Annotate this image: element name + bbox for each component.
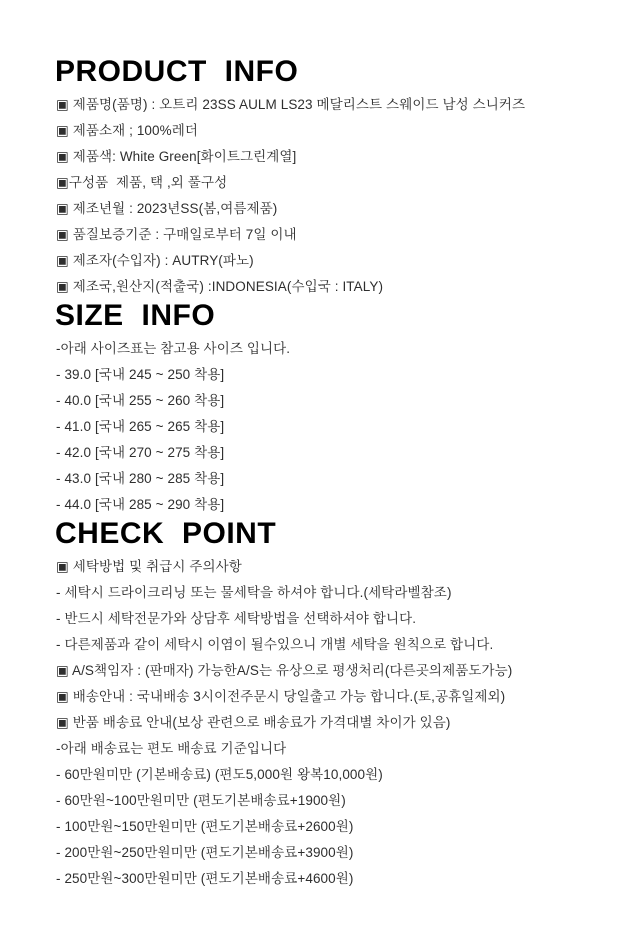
- text-line: - 43.0 [국내 280 ~ 285 착용]: [56, 471, 225, 486]
- text-line: ▣ A/S책임자 : (판매자) 가능한A/S는 유상으로 평생처리(다른곳의제품도가능): [56, 663, 513, 678]
- text-line: - 세탁시 드라이크리닝 또는 물세탁을 하셔야 합니다.(세탁라벨참조): [56, 585, 452, 600]
- text-line: - 41.0 [국내 265 ~ 265 착용]: [56, 419, 225, 434]
- size-info-section: [56, 300, 604, 518]
- text-line: - 60만원~100만원미만 (편도기본배송료+1900원): [56, 793, 346, 808]
- text-line: - 60만원미만 (기본배송료) (편도5,000원 왕복10,000원): [56, 767, 383, 782]
- text-line: ▣ 제품소재 ; 100%레더: [56, 123, 199, 138]
- check-point-title: CHECK POINT: [55, 517, 277, 550]
- product-info-title: PRODUCT INFO: [55, 55, 299, 88]
- text-line: ▣ 제조자(수입자) : AUTRY(파노): [56, 253, 254, 268]
- text-line: - 42.0 [국내 270 ~ 275 착용]: [56, 445, 225, 460]
- product-info-section: [56, 56, 604, 300]
- check-point-section: [56, 518, 604, 892]
- text-line: ▣ 제품색: White Green[화이트그린계열]: [56, 149, 297, 164]
- text-line: ▣ 제조국,원산지(적출국) :INDONESIA(수입국 : ITALY): [56, 279, 384, 294]
- text-line: ▣ 품질보증기준 : 구매일로부터 7일 이내: [56, 227, 297, 242]
- text-line: - 44.0 [국내 285 ~ 290 착용]: [56, 497, 225, 512]
- size-info-title: SIZE INFO: [55, 299, 216, 332]
- text-line: ▣구성품 제품, 택 ,외 풀구성: [56, 175, 228, 190]
- size-info-lines: [56, 336, 604, 518]
- text-line: -아래 배송료는 편도 배송료 기준입니다: [56, 741, 287, 756]
- text-line: - 다른제품과 같이 세탁시 이염이 될수있으니 개별 세탁을 원칙으로 합니다.: [56, 637, 494, 652]
- text-line: - 200만원~250만원미만 (편도기본배송료+3900원): [56, 845, 354, 860]
- text-line: ▣ 세탁방법 및 취급시 주의사항: [56, 559, 242, 574]
- text-line: ▣ 제품명(품명) : 오트리 23SS AULM LS23 메달리스트 스웨이드 남성 스니커즈: [56, 97, 526, 112]
- product-info-lines: [56, 92, 604, 300]
- text-line: - 반드시 세탁전문가와 상담후 세탁방법을 선택하셔야 합니다.: [56, 611, 417, 626]
- text-line: - 100만원~150만원미만 (편도기본배송료+2600원): [56, 819, 354, 834]
- text-line: ▣ 배송안내 : 국내배송 3시이전주문시 당일출고 가능 합니다.(토,공휴일제외): [56, 689, 506, 704]
- text-line: ▣ 제조년월 : 2023년SS(봄,여름제품): [56, 201, 278, 216]
- text-line: ▣ 반품 배송료 안내(보상 관련으로 배송료가 가격대별 차이가 있음): [56, 715, 451, 730]
- text-line: - 250만원~300만원미만 (편도기본배송료+4600원): [56, 871, 354, 886]
- text-line: -아래 사이즈표는 참고용 사이즈 입니다.: [56, 341, 291, 356]
- text-line: - 40.0 [국내 255 ~ 260 착용]: [56, 393, 225, 408]
- text-line: - 39.0 [국내 245 ~ 250 착용]: [56, 367, 225, 382]
- check-point-lines: [56, 554, 604, 892]
